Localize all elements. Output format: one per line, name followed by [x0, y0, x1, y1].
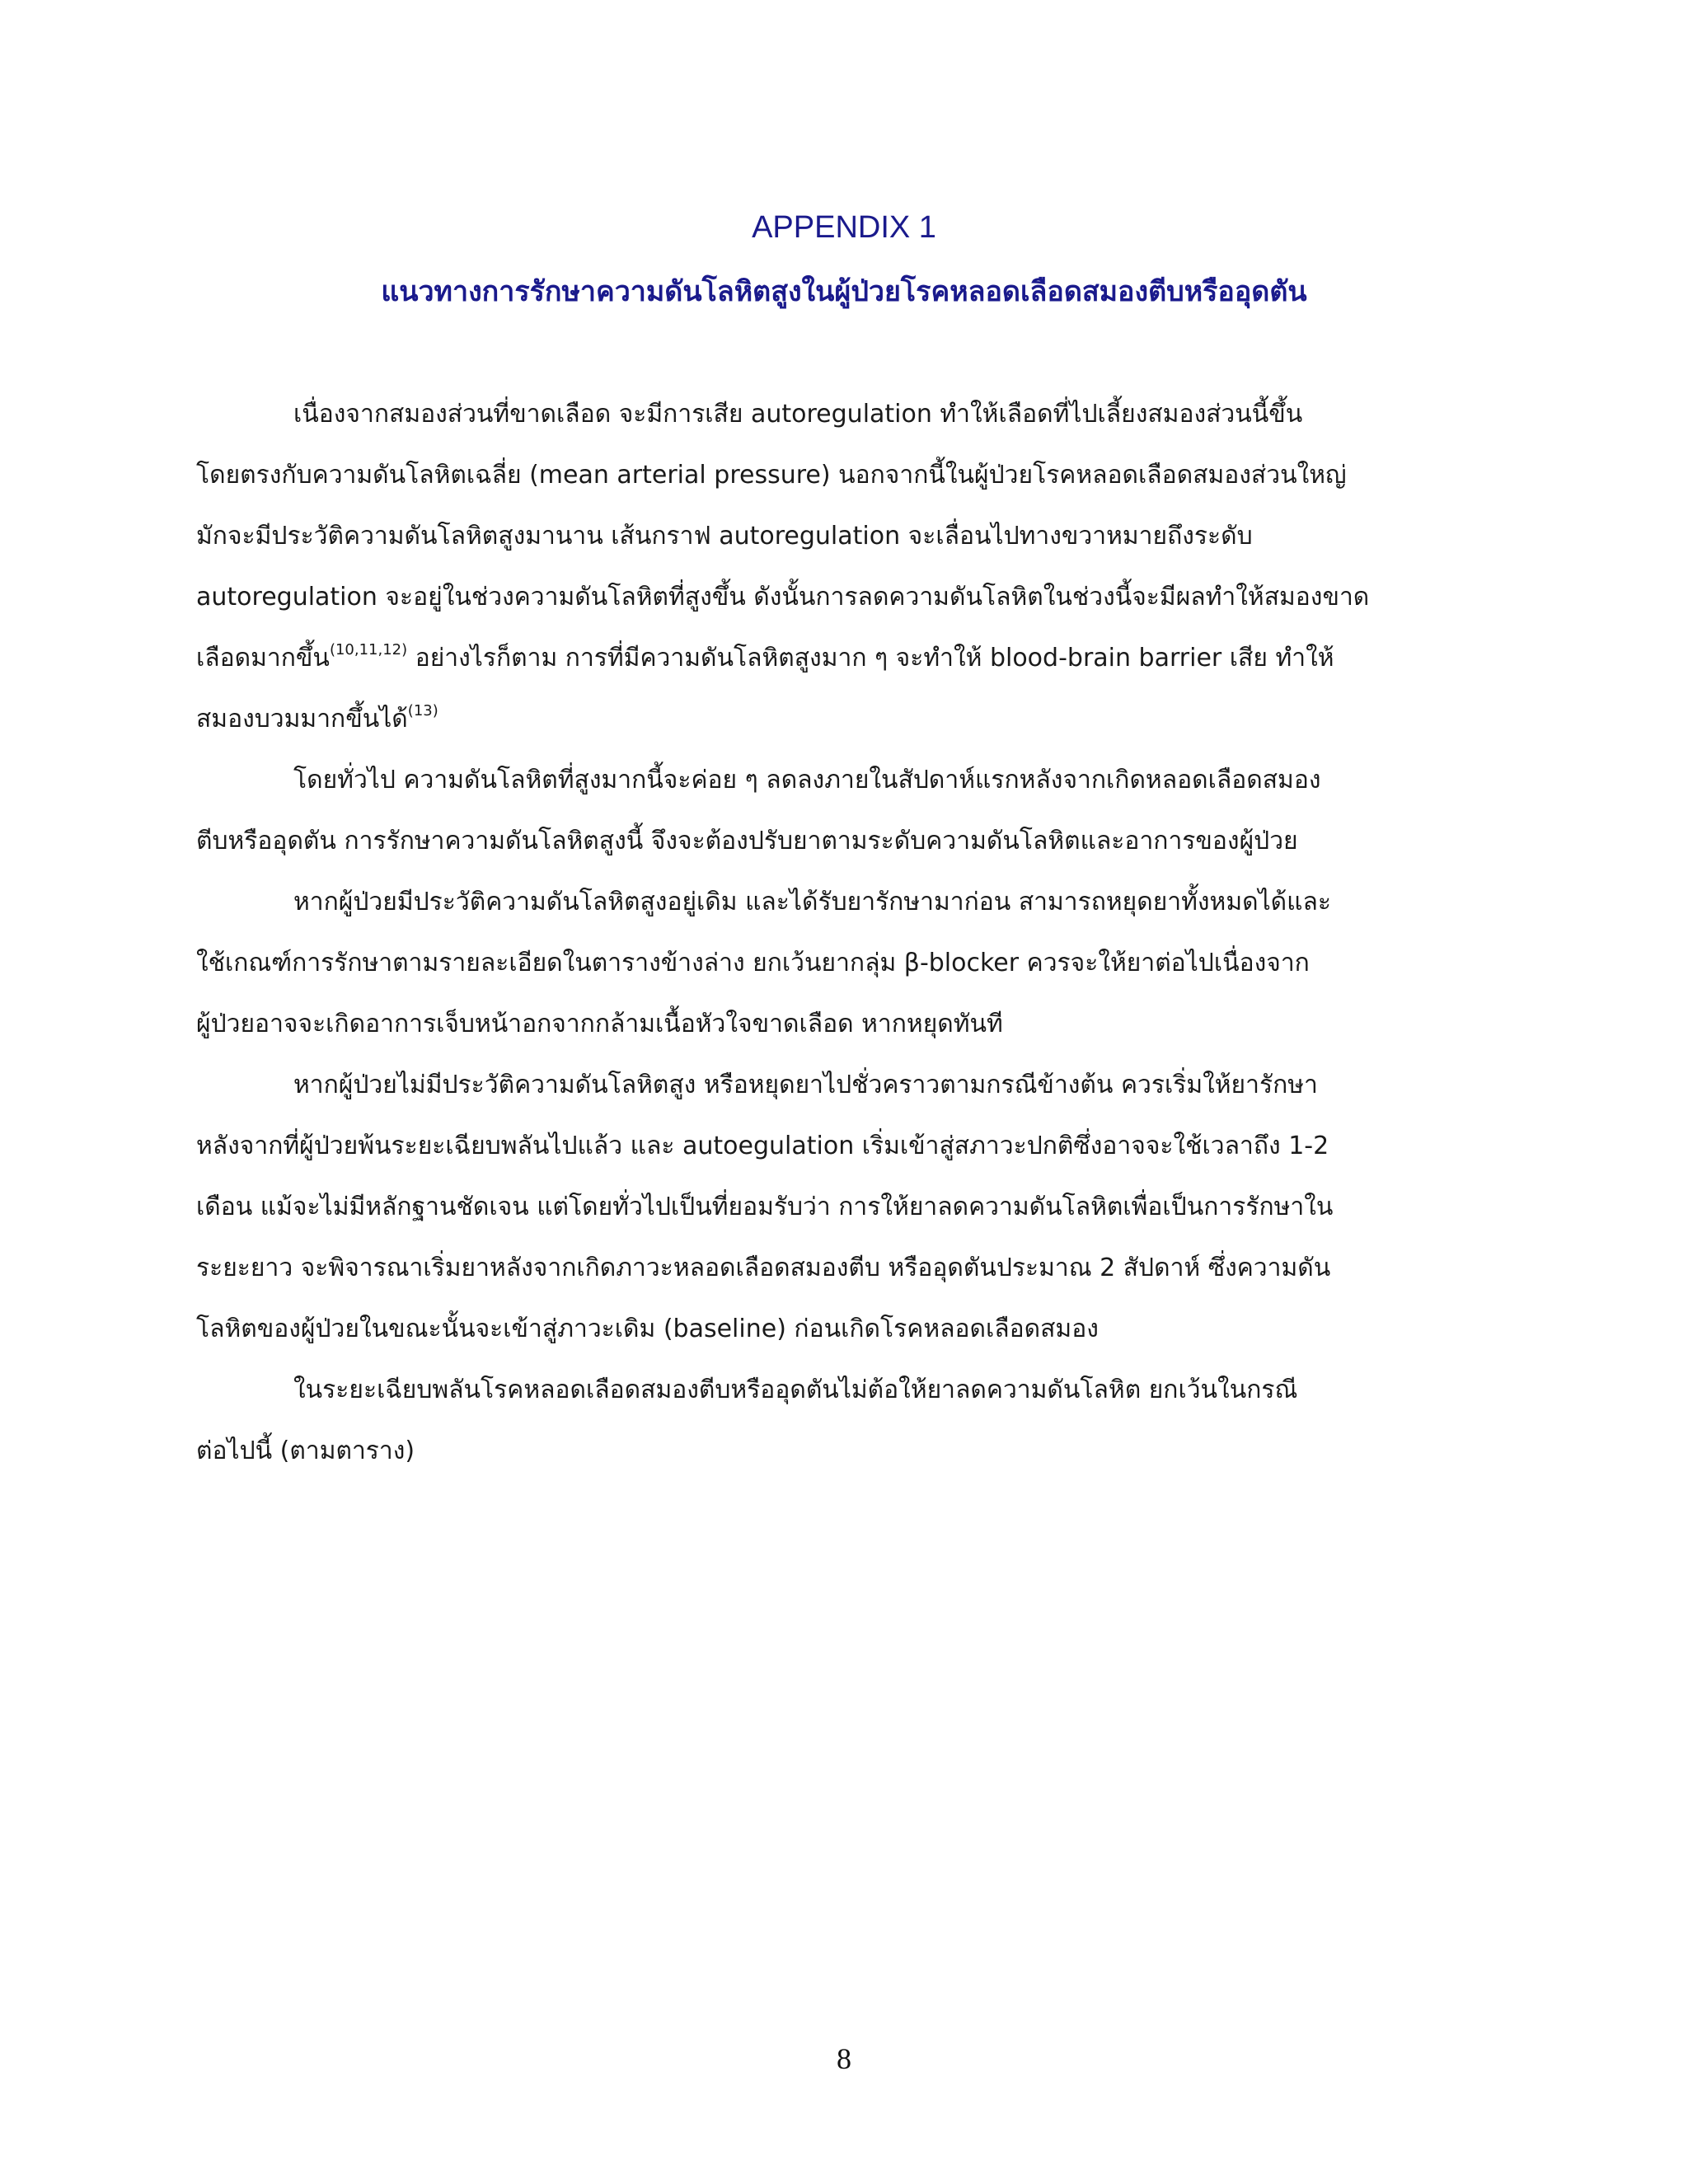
text-line: มักจะมีประวัติความดันโลหิตสูงมานาน เส้นกราฟ autoregulation จะเลื่อนไปทางขวาหมายถึงระดับ	[196, 522, 1253, 551]
paragraph-acute-phase	[196, 1360, 1493, 1482]
text-fragment: สมองบวมมากขึ้นได้	[196, 705, 408, 733]
paragraph-prior-hypertension	[196, 872, 1493, 1055]
text-line: เดือน แม้จะไม่มีหลักฐานชัดเจน แต่โดยทั่วไปเป็นที่ยอมรับว่า การให้ยาลดความดันโลหิตเพื่อเป็นการรักษาใน	[196, 1193, 1334, 1221]
text-fragment: เลือดมากขึ้น	[196, 644, 330, 673]
text-line: ในระยะเฉียบพลันโรคหลอดเลือดสมองตีบหรืออุดตันไม่ต้อให้ยาลดความดันโลหิต ยกเว้นในกรณี	[293, 1376, 1298, 1404]
text-line: โดยทั่วไป ความดันโลหิตที่สูงมากนี้จะค่อย ๆ ลดลงภายในสัปดาห์แรกหลังจากเกิดหลอดเลือดสมอง	[293, 766, 1321, 794]
text-line: ตีบหรืออุดตัน การรักษาความดันโลหิตสูงนี้ จึงจะต้องปรับยาตามระดับความดันโลหิตและอาการของผู้ป่วย	[196, 827, 1298, 855]
paragraph-autoregulation	[196, 384, 1493, 750]
text-line: หากผู้ป่วยไม่มีประวัติความดันโลหิตสูง หรือหยุดยาไปชั่วคราวตามกรณีข้างต้น ควรเริ่มให้ยารักษา	[293, 1071, 1318, 1099]
page-number: 8	[837, 2042, 851, 2075]
text-line: เนื่องจากสมองส่วนที่ขาดเลือด จะมีการเสีย autoregulation ทำให้เลือดที่ไปเลี้ยงสมองส่วนนี้ขึ้น	[293, 400, 1303, 429]
text-line: ใช้เกณฑ์การรักษาตามรายละเอียดในตารางข้างล่าง ยกเว้นยากลุ่ม β-blocker ควรจะให้ยาต่อไปเนื่องจาก	[196, 949, 1310, 977]
document-title: แนวทางการรักษาความดันโลหิตสูงในผู้ป่วยโรคหลอดเลือดสมองตีบหรืออุดตัน	[381, 275, 1307, 308]
text-line: โดยตรงกับความดันโลหิตเฉลี่ย (mean arterial pressure) นอกจากนี้ในผู้ป่วยโรคหลอดเลือดสมองส่วนใหญ่	[196, 461, 1347, 490]
document-body	[196, 384, 1493, 1482]
text-line	[196, 628, 1493, 689]
text-line: โลหิตของผู้ป่วยในขณะนั้นจะเข้าสู่ภาวะเดิม (baseline) ก่อนเกิดโรคหลอดเลือดสมอง	[196, 1315, 1099, 1343]
text-line: ผู้ป่วยอาจจะเกิดอาการเจ็บหน้าอกจากกล้ามเนื้อหัวใจขาดเลือด หากหยุดทันที	[196, 1010, 1003, 1038]
text-line	[196, 689, 1493, 750]
paragraph-first-week	[196, 750, 1493, 872]
text-fragment: อย่างไรก็ตาม การที่มีความดันโลหิตสูงมาก ๆ จะทำให้ blood-brain barrier เสีย ทำให้	[407, 644, 1334, 673]
text-line: หลังจากที่ผู้ป่วยพ้นระยะเฉียบพลันไปแล้ว และ autoegulation เริ่มเข้าสู่สภาวะปกติซึ่งอาจจะใช้เวลาถึง 1-2	[196, 1132, 1329, 1160]
appendix-label: APPENDIX 1	[752, 210, 936, 245]
text-line: หากผู้ป่วยมีประวัติความดันโลหิตสูงอยู่เดิม และได้รับยารักษามาก่อน สามารถหยุดยาทั้งหมดได้และ	[293, 888, 1331, 916]
text-line: ระยะยาว จะพิจารณาเริ่มยาหลังจากเกิดภาวะหลอดเลือดสมองตีบ หรืออุดตันประมาณ 2 สัปดาห์ ซึ่งความดัน	[196, 1254, 1331, 1282]
citation-ref: (10,11,12)	[329, 641, 408, 658]
paragraph-no-prior-hypertension	[196, 1055, 1493, 1360]
citation-ref: (13)	[407, 702, 438, 719]
text-line: ต่อไปนี้ (ตามตาราง)	[196, 1436, 415, 1465]
text-line: autoregulation จะอยู่ในช่วงความดันโลหิตที่สูงขึ้น ดังนั้นการลดความดันโลหิตในช่วงนี้จะมีผลทำให้สมองขาด	[196, 583, 1370, 612]
